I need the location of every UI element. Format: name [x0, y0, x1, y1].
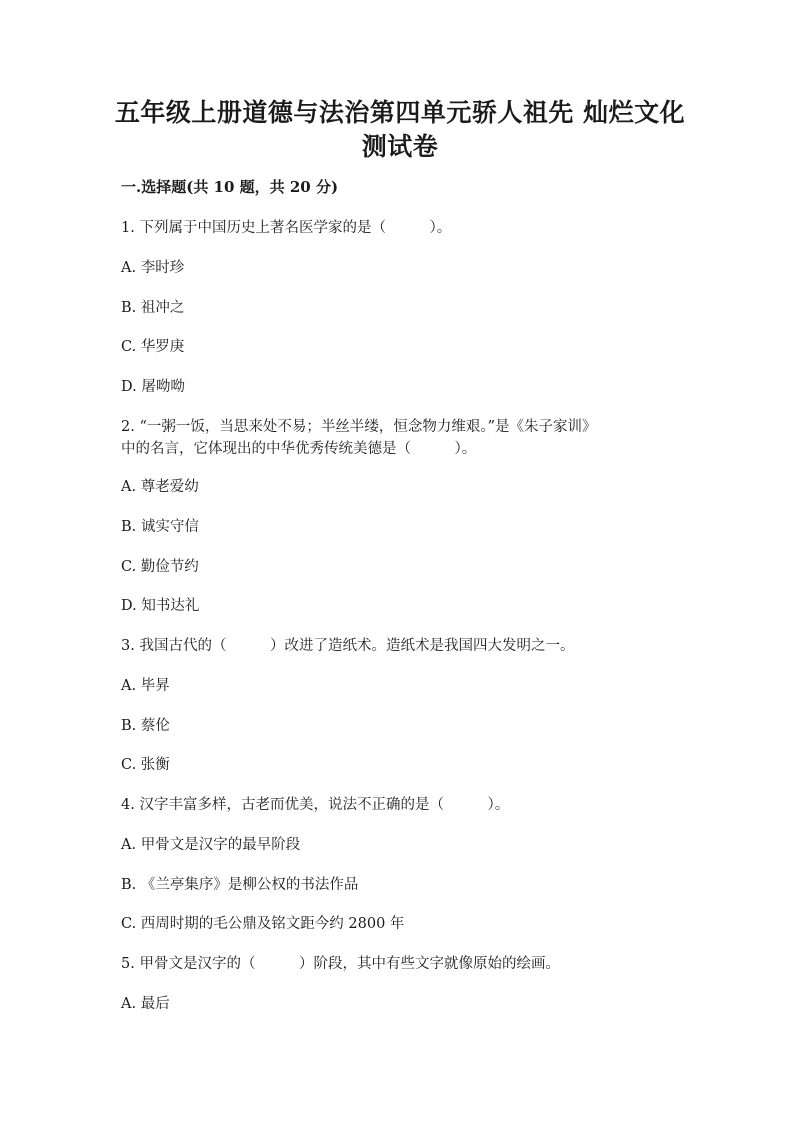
- question-3-option-b: B. 蔡伦: [121, 718, 170, 734]
- question-1-option-d: D. 屠呦呦: [121, 379, 185, 395]
- question-2-option-c: C. 勤俭节约: [121, 559, 199, 575]
- question-2-stem-line-1: 2. “一粥一饭，当思来处不易；半丝半缕，恒念物力维艰。”是《朱子家训》: [121, 419, 597, 435]
- section-heading: 一.选择题(共 10 题，共 20 分): [121, 178, 339, 196]
- question-3-option-c: C. 张衡: [121, 757, 170, 773]
- question-4-option-c: C. 西周时期的毛公鼎及铭文距今约 2800 年: [121, 916, 405, 932]
- question-1-stem: 1. 下列属于中国历史上著名医学家的是（ ）。: [121, 220, 452, 236]
- question-4-option-a: A. 甲骨文是汉字的最早阶段: [121, 837, 301, 853]
- question-1-option-a: A. 李时珍: [121, 260, 185, 276]
- document-title-line-1: 五年级上册道德与法治第四单元骄人祖先 灿烂文化: [114, 98, 686, 127]
- question-1-option-b: B. 祖冲之: [121, 300, 185, 316]
- document-title-line-2: 测试卷: [361, 132, 439, 161]
- question-5-stem: 5. 甲骨文是汉字的（ ）阶段，其中有些文字就像原始的绘画。: [121, 956, 560, 972]
- question-4-option-b: B. 《兰亭集序》是柳公权的书法作品: [121, 877, 359, 893]
- question-4-stem: 4. 汉字丰富多样，古老而优美，说法不正确的是（ ）。: [121, 797, 510, 813]
- question-3-stem: 3. 我国古代的（ ）改进了造纸术。造纸术是我国四大发明之一。: [121, 638, 575, 654]
- question-2-stem-line-2: 中的名言，它体现出的中华优秀传统美德是（ ）。: [121, 441, 477, 457]
- question-5-option-a: A. 最后: [121, 996, 170, 1012]
- question-3-option-a: A. 毕昇: [121, 678, 170, 694]
- question-2-option-a: A. 尊老爱幼: [121, 479, 199, 495]
- question-2-option-b: B. 诚实守信: [121, 519, 199, 535]
- question-2-option-d: D. 知书达礼: [121, 598, 200, 614]
- question-1-option-c: C. 华罗庚: [121, 339, 185, 355]
